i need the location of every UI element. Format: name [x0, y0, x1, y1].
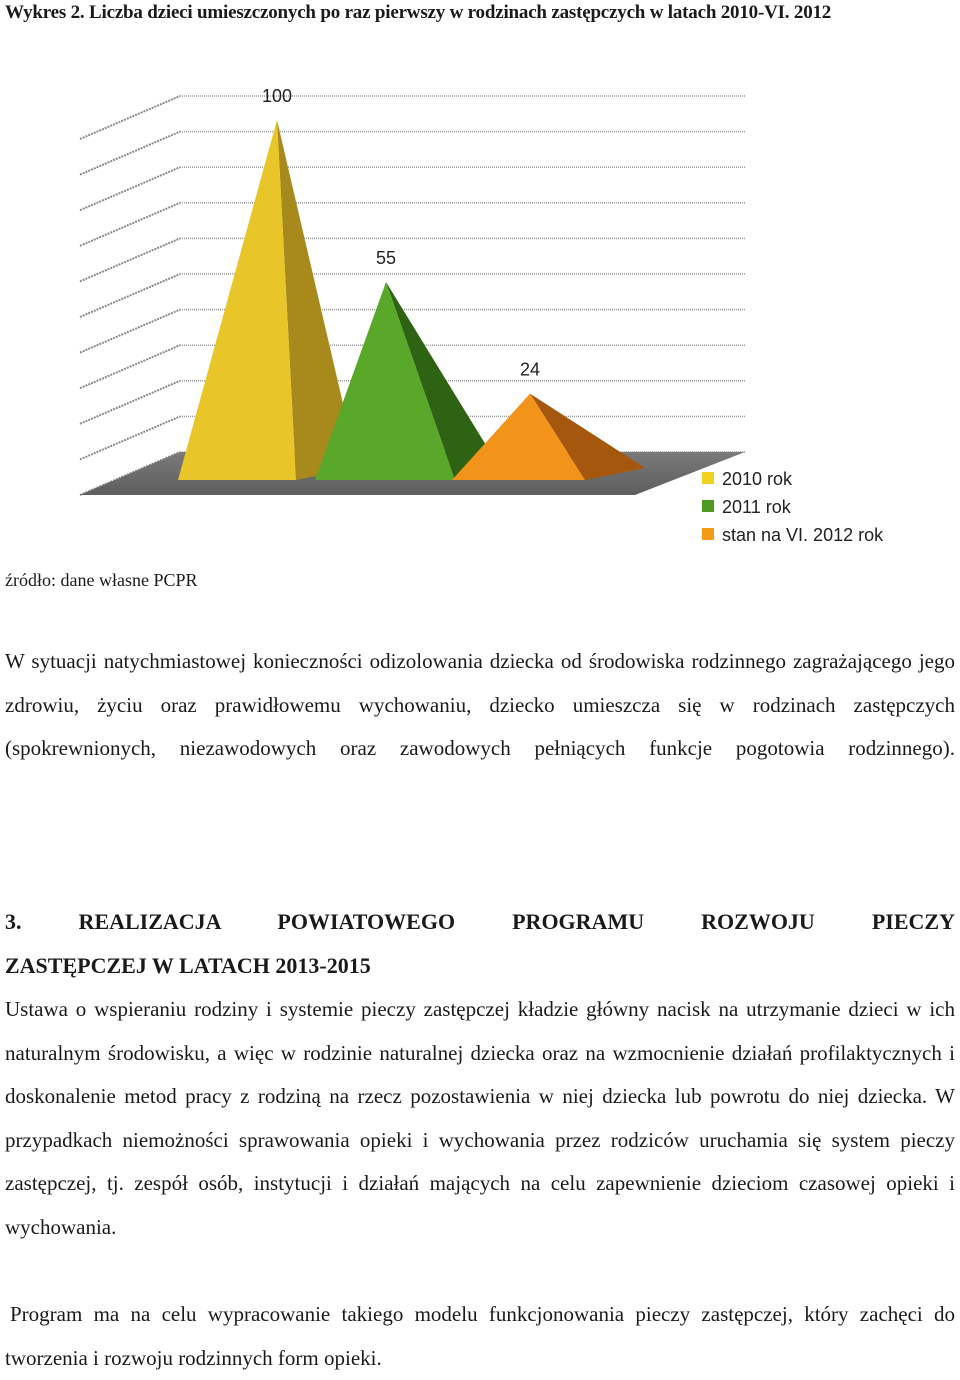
pyramid-chart	[0, 0, 960, 560]
legend-entry-1: 2010 rok	[722, 469, 793, 489]
data-label-3: 24	[519, 359, 541, 380]
section-heading-line1: 3. REALIZACJA POWIATOWEGO PROGRAMU ROZWOJU PIECZY	[5, 909, 955, 934]
gridline-side	[80, 310, 180, 353]
paragraph-statute: Ustawa o wspieraniu rodziny i systemie pieczy zastępczej kładzie główny nacisk na utrzymanie dzieci w ich naturalnym środowisku, a więc w rodzinie naturalnej dziecka oraz na wzmocnienie działań profilaktycznych i doskonalenie metod pracy z rodziną na rzecz pozostawienia w niej dziecka lub powrotu do niej dziecka. W przypadkach niemożności sprawowania opieki i wychowania przez rodziców uruchamia się system pieczy zastępczej, tj. zespół osób, instytucji i działań mających na celu zapewnienie dzieciom czasowej opieki i wychowania.	[5, 997, 955, 1239]
gridline-side	[80, 167, 180, 210]
section-heading-line2: ZASTĘPCZEJ W LATACH 2013-2015	[5, 953, 371, 978]
legend-swatch-1	[702, 472, 714, 484]
gridline-side	[80, 96, 180, 139]
gridline-side	[80, 381, 180, 424]
legend-swatch-3	[702, 528, 714, 540]
gridline-side	[80, 274, 180, 317]
legend-entry-3: stan na VI. 2012 rok	[722, 525, 884, 545]
section-heading	[5, 900, 955, 988]
pyramid-1-front	[178, 120, 296, 480]
gridline-side	[80, 132, 180, 175]
chart-legend	[702, 469, 884, 545]
source-note: źródło: dane własne PCPR	[5, 570, 198, 590]
gridline-side	[80, 203, 180, 246]
figure-caption: Wykres 2. Liczba dzieci umieszczonych po raz pierwszy w rodzinach zastępczych w latach 2010-VI. 2012	[5, 2, 832, 23]
data-label-2: 55	[375, 248, 397, 268]
legend-swatch-2	[702, 500, 714, 512]
gridline-side	[80, 238, 180, 281]
legend-entry-2: 2011 rok	[722, 497, 791, 517]
data-label-1: 100	[261, 86, 293, 106]
paragraph-program: Program ma na celu wypracowanie takiego modelu funkcjonowania pieczy zastępczej, który zachęci do tworzenia i rozwoju rodzinnych form opieki.	[5, 1302, 955, 1370]
paragraph-intro: W sytuacji natychmiastowej konieczności odizolowania dziecka od środowiska rodzinnego zagrażającego jego zdrowiu, życiu oraz prawidłowemu wychowaniu, dziecko umieszcza się w rodzinach zastępczych (spokrewnionych, niezawodowych oraz zawodowych pełniących funkcje pogotowia rodzinnego).	[5, 649, 955, 760]
gridline-side	[80, 416, 180, 459]
gridline-side	[80, 345, 180, 388]
